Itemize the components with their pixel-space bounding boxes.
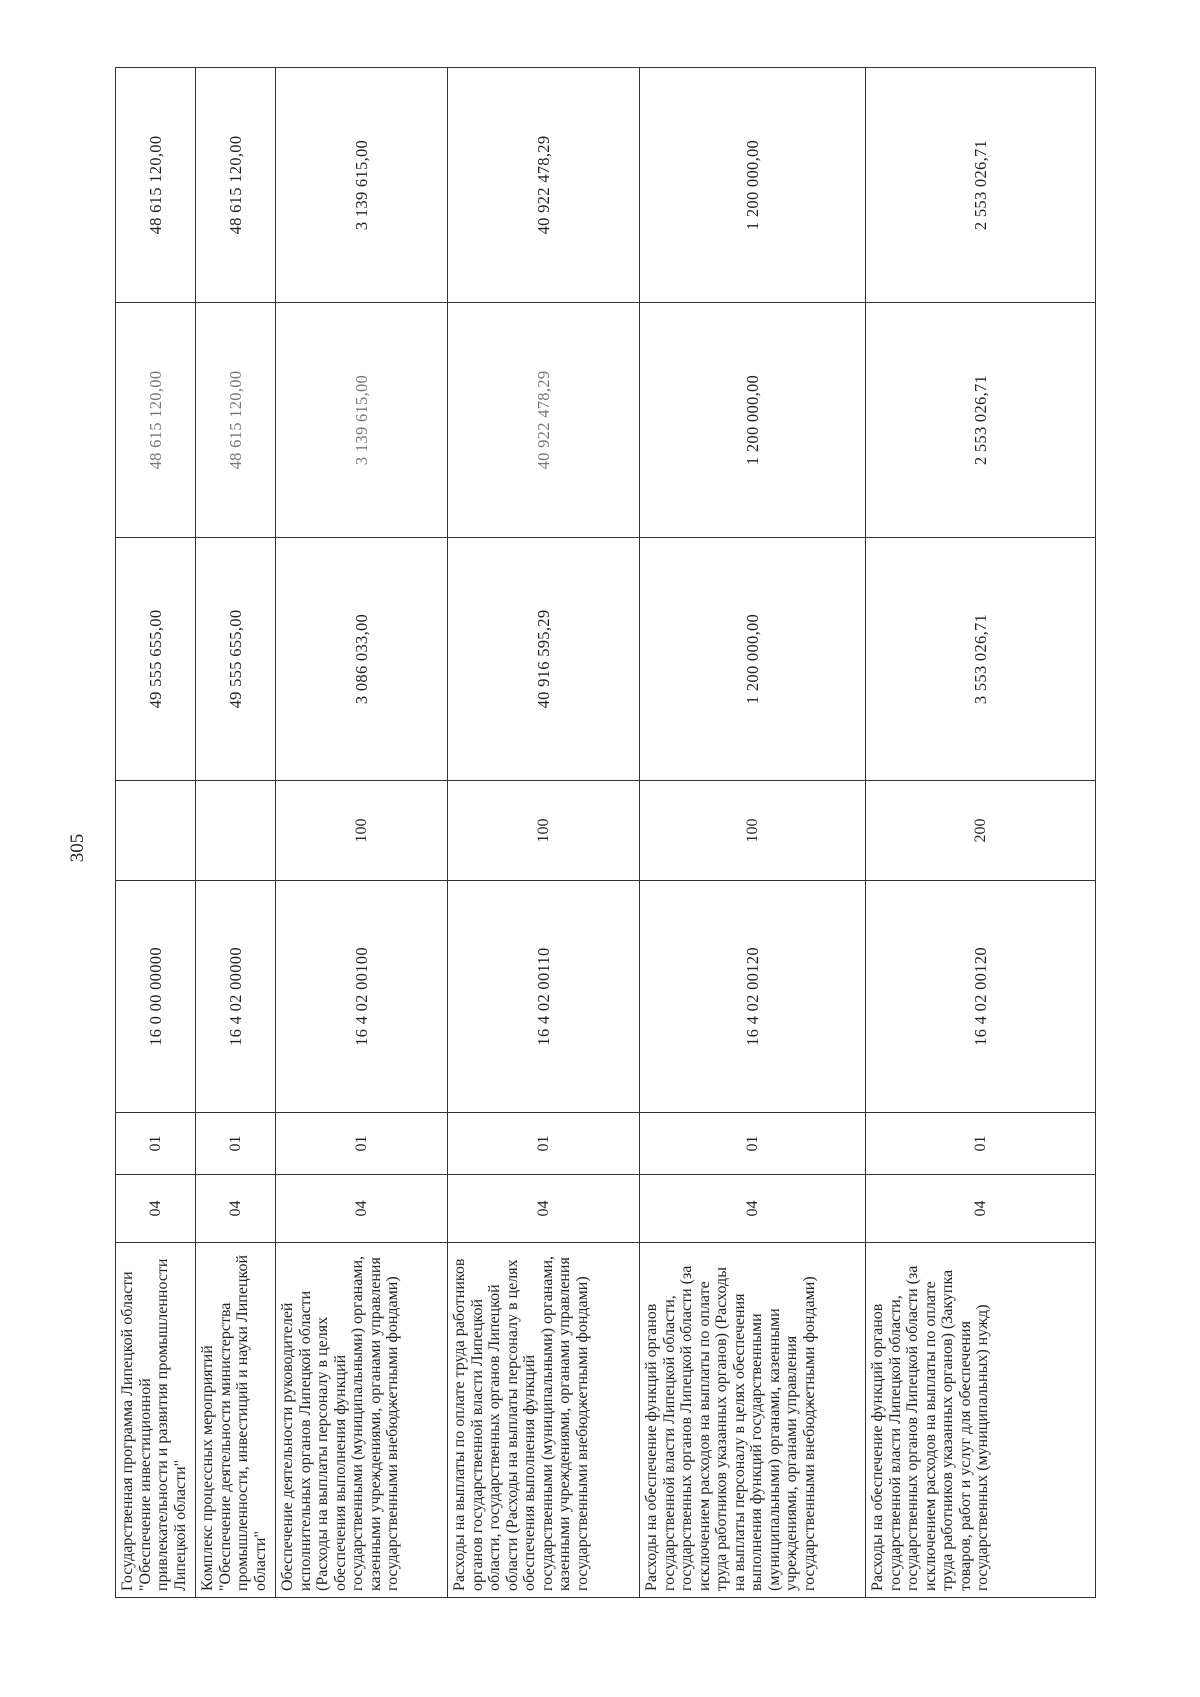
ministry-code: 04 bbox=[640, 1175, 866, 1243]
page-number: 305 bbox=[67, 833, 88, 863]
amount-year-2: 3 139 615,00 bbox=[276, 303, 448, 538]
expense-type-code bbox=[196, 781, 276, 881]
section-code: 01 bbox=[640, 1113, 866, 1175]
ministry-code: 04 bbox=[276, 1175, 448, 1243]
target-article-code: 16 4 02 00120 bbox=[640, 881, 866, 1113]
section-code: 01 bbox=[866, 1113, 1096, 1175]
table-row bbox=[276, 68, 448, 1598]
expense-type-code bbox=[116, 781, 196, 881]
amount-year-1: 1 200 000,00 bbox=[640, 538, 866, 781]
amount-year-1: 3 553 026,71 bbox=[866, 538, 1096, 781]
amount-year-3: 48 615 120,00 bbox=[116, 68, 196, 303]
amount-year-3: 48 615 120,00 bbox=[196, 68, 276, 303]
amount-year-2: 1 200 000,00 bbox=[640, 303, 866, 538]
section-code: 01 bbox=[116, 1113, 196, 1175]
ministry-code: 04 bbox=[196, 1175, 276, 1243]
section-code: 01 bbox=[448, 1113, 640, 1175]
expense-type-code: 100 bbox=[640, 781, 866, 881]
target-article-code: 16 4 02 00120 bbox=[866, 881, 1096, 1113]
amount-year-3: 2 553 026,71 bbox=[866, 68, 1096, 303]
ministry-code: 04 bbox=[448, 1175, 640, 1243]
row-description: Обеспечение деятельности руководителей исполнительных органов Липецкой области (Расходы на выплаты персоналу в целях обеспечения выполнения функций государственными (муниципальными) органами, казенными учреждениями, органами управления государственными внебюджетными фондами) bbox=[276, 1243, 448, 1598]
table-row bbox=[116, 68, 196, 1598]
ministry-code: 04 bbox=[866, 1175, 1096, 1243]
table-row bbox=[448, 68, 640, 1598]
table-row bbox=[640, 68, 866, 1598]
amount-year-1: 40 916 595,29 bbox=[448, 538, 640, 781]
section-code: 01 bbox=[276, 1113, 448, 1175]
ministry-code: 04 bbox=[116, 1175, 196, 1243]
expense-type-code: 100 bbox=[448, 781, 640, 881]
amount-year-2: 40 922 478,29 bbox=[448, 303, 640, 538]
amount-year-2: 2 553 026,71 bbox=[866, 303, 1096, 538]
table-row bbox=[196, 68, 276, 1598]
target-article-code: 16 4 02 00000 bbox=[196, 881, 276, 1113]
amount-year-3: 40 922 478,29 bbox=[448, 68, 640, 303]
row-description: Расходы на обеспечение функций органов государственной власти Липецкой области, государственных органов Липецкой области (за исключением расходов на выплаты по оплате труда работников указанных органов) (Расходы на выплаты персоналу в целях обеспечения выполнения функций государственными (муниципальными) органами, казенными учреждениями, органами управления государственными внебюджетными фондами) bbox=[640, 1243, 866, 1598]
table-row bbox=[866, 68, 1096, 1598]
expense-type-code: 200 bbox=[866, 781, 1096, 881]
amount-year-1: 3 086 033,00 bbox=[276, 538, 448, 781]
amount-year-2: 48 615 120,00 bbox=[116, 303, 196, 538]
amount-year-1: 49 555 655,00 bbox=[196, 538, 276, 781]
budget-table bbox=[115, 67, 1096, 1598]
target-article-code: 16 4 02 00100 bbox=[276, 881, 448, 1113]
amount-year-2: 48 615 120,00 bbox=[196, 303, 276, 538]
amount-year-3: 3 139 615,00 bbox=[276, 68, 448, 303]
target-article-code: 16 0 00 00000 bbox=[116, 881, 196, 1113]
row-description: Расходы на выплаты по оплате труда работников органов государственной власти Липецкой области, государственных органов Липецкой области (Расходы на выплаты персоналу в целях обеспечения выполнения функций государственными (муниципальными) органами, казенными учреждениями, органами управления государственными внебюджетными фондами) bbox=[448, 1243, 640, 1598]
target-article-code: 16 4 02 00110 bbox=[448, 881, 640, 1113]
amount-year-1: 49 555 655,00 bbox=[116, 538, 196, 781]
budget-table-container bbox=[115, 68, 1095, 1598]
row-description: Расходы на обеспечение функций органов государственной власти Липецкой области, государственных органов Липецкой области (за исключением расходов на выплаты по оплате труда работников указанных органов) (Закупка товаров, работ и услуг для обеспечения государственных (муниципальных) нужд) bbox=[866, 1243, 1096, 1598]
row-description: Комплекс процессных мероприятий "Обеспечение деятельности министерства промышленности, инвестиций и науки Липецкой области" bbox=[196, 1243, 276, 1598]
row-description: Государственная программа Липецкой области "Обеспечение инвестиционной привлекательности и развития промышленности Липецкой области" bbox=[116, 1243, 196, 1598]
section-code: 01 bbox=[196, 1113, 276, 1175]
expense-type-code: 100 bbox=[276, 781, 448, 881]
amount-year-3: 1 200 000,00 bbox=[640, 68, 866, 303]
